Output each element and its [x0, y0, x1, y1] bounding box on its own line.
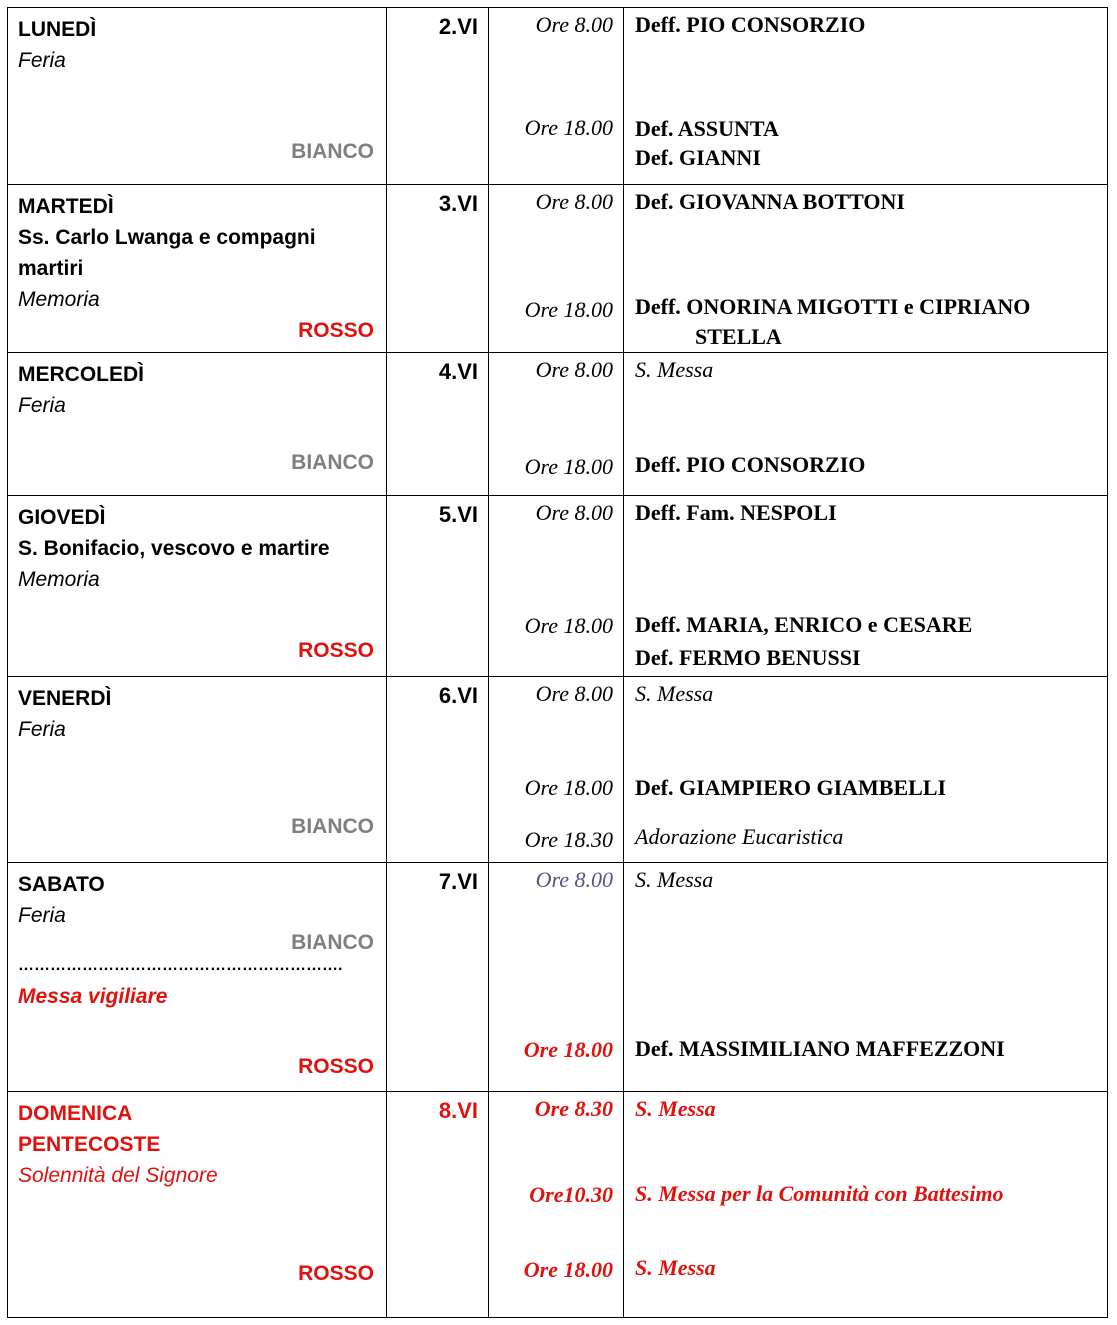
- mass-intention: Deff. Fam. NESPOLI: [635, 500, 837, 525]
- day-cell: [8, 677, 387, 863]
- day-name: DOMENICA: [18, 1102, 133, 1125]
- feast-name: PENTECOSTE: [18, 1133, 161, 1156]
- vigil-mass-time: Ore 18.00: [523, 1037, 613, 1062]
- times-cell: [489, 496, 624, 677]
- liturgical-color: ROSSO: [298, 639, 374, 662]
- times-cell: [489, 8, 624, 185]
- mass-time: Ore 18.00: [524, 454, 613, 479]
- date-cell: [387, 353, 489, 496]
- intentions-cell: [624, 677, 1108, 863]
- mass-intention: S. Messa: [635, 681, 714, 706]
- day-cell: [8, 1092, 387, 1318]
- mass-time: Ore10.30: [529, 1182, 613, 1207]
- date-cell: [387, 677, 489, 863]
- mass-intention: Adorazione Eucaristica: [635, 824, 844, 849]
- day-name: LUNEDÌ: [18, 18, 97, 41]
- table-row: [8, 677, 1108, 863]
- mass-intention: Def. GIANNI: [635, 145, 761, 170]
- day-cell: [8, 496, 387, 677]
- day-celebration: Ss. Carlo Lwanga e compagni: [18, 226, 316, 249]
- day-celebration: S. Bonifacio, vescovo e martire: [18, 537, 330, 560]
- mass-time: Ore 18.30: [524, 827, 613, 852]
- intentions-cell: [624, 8, 1108, 185]
- date: 7.VI: [438, 869, 478, 894]
- date-cell: [387, 1092, 489, 1318]
- table-row: [8, 8, 1108, 185]
- mass-intention: Deff. PIO CONSORZIO: [635, 12, 866, 37]
- date: 6.VI: [438, 683, 478, 708]
- liturgical-color: ROSSO: [298, 1262, 374, 1285]
- mass-intention: Deff. ONORINA MIGOTTI e CIPRIANO: [635, 294, 1031, 319]
- intentions-cell: [624, 353, 1108, 496]
- day-celebration: Feria: [18, 904, 66, 927]
- table-row: [8, 1092, 1108, 1318]
- date: 8.VI: [438, 1098, 478, 1123]
- table-row: [8, 863, 1108, 1092]
- day-celebration: Feria: [18, 718, 66, 741]
- intentions-cell: [624, 185, 1108, 353]
- liturgical-color: BIANCO: [291, 140, 374, 163]
- mass-time: Ore 8.00: [535, 189, 613, 214]
- day-rank: Solennità del Signore: [18, 1164, 218, 1187]
- day-cell: [8, 185, 387, 353]
- mass-intention: Def. FERMO BENUSSI: [635, 645, 861, 670]
- mass-intention: Def. MASSIMILIANO MAFFEZZONI: [635, 1036, 1005, 1061]
- day-celebration: Feria: [18, 394, 66, 417]
- mass-intention: Deff. MARIA, ENRICO e CESARE: [635, 612, 973, 637]
- table-row: [8, 353, 1108, 496]
- mass-time: Ore 18.00: [523, 1257, 613, 1282]
- times-cell: [489, 863, 624, 1092]
- day-cell: [8, 8, 387, 185]
- times-cell: [489, 677, 624, 863]
- mass-time: Ore 8.00: [535, 12, 613, 37]
- times-cell: [489, 185, 624, 353]
- day-name: VENERDÌ: [18, 687, 112, 710]
- mass-intention: Deff. PIO CONSORZIO: [635, 452, 866, 477]
- mass-intention: S. Messa: [635, 1255, 716, 1280]
- table-row: [8, 496, 1108, 677]
- date-cell: [387, 496, 489, 677]
- mass-time: Ore 8.00: [535, 681, 613, 706]
- date-cell: [387, 863, 489, 1092]
- day-name: SABATO: [18, 873, 105, 896]
- mass-intention: S. Messa per la Comunità con Battesimo: [635, 1181, 1004, 1206]
- intentions-cell: [624, 1092, 1108, 1318]
- schedule-table: [7, 7, 1108, 1318]
- intentions-cell: [624, 496, 1108, 677]
- mass-intention: Def. ASSUNTA: [635, 116, 779, 141]
- liturgical-color: BIANCO: [291, 931, 374, 954]
- day-rank: Memoria: [18, 288, 100, 311]
- liturgical-color: BIANCO: [291, 815, 374, 838]
- day-celebration: martiri: [18, 257, 84, 280]
- times-cell: [489, 1092, 624, 1318]
- mass-intention: Def. GIOVANNA BOTTONI: [635, 189, 905, 214]
- intentions-cell: [624, 863, 1108, 1092]
- mass-time: Ore 8.00: [535, 357, 613, 382]
- times-cell: [489, 353, 624, 496]
- liturgical-color: BIANCO: [291, 451, 374, 474]
- mass-time: Ore 18.00: [524, 775, 613, 800]
- date: 2.VI: [438, 14, 478, 39]
- mass-intention: S. Messa: [635, 867, 714, 892]
- mass-intention: STELLA: [695, 324, 782, 349]
- mass-schedule: [7, 7, 1107, 1318]
- mass-time: Ore 18.00: [524, 297, 613, 322]
- vigil-liturgical-color: ROSSO: [298, 1055, 374, 1078]
- mass-time: Ore 18.00: [524, 115, 613, 140]
- mass-time: Ore 8.00: [535, 500, 613, 525]
- mass-time: Ore 8.00: [535, 867, 613, 892]
- vigil-mass-label: Messa vigiliare: [18, 985, 168, 1008]
- day-name: MERCOLEDÌ: [18, 363, 144, 386]
- date-cell: [387, 8, 489, 185]
- mass-intention: S. Messa: [635, 357, 714, 382]
- day-rank: Memoria: [18, 568, 100, 591]
- mass-intention: Def. GIAMPIERO GIAMBELLI: [635, 775, 947, 800]
- day-cell: [8, 353, 387, 496]
- liturgical-color: ROSSO: [298, 319, 374, 342]
- day-celebration: Feria: [18, 49, 66, 72]
- date: 4.VI: [438, 359, 478, 384]
- day-name: MARTEDÌ: [18, 195, 114, 218]
- day-cell: [8, 863, 387, 1092]
- mass-time: Ore 18.00: [524, 613, 613, 638]
- day-name: GIOVEDÌ: [18, 506, 106, 529]
- date-cell: [387, 185, 489, 353]
- table-row: [8, 185, 1108, 353]
- mass-time: Ore 8.30: [534, 1096, 613, 1121]
- mass-intention: S. Messa: [635, 1096, 716, 1121]
- separator-dots: …………………………………………………….: [18, 957, 343, 974]
- date: 5.VI: [438, 502, 478, 527]
- date: 3.VI: [438, 191, 478, 216]
